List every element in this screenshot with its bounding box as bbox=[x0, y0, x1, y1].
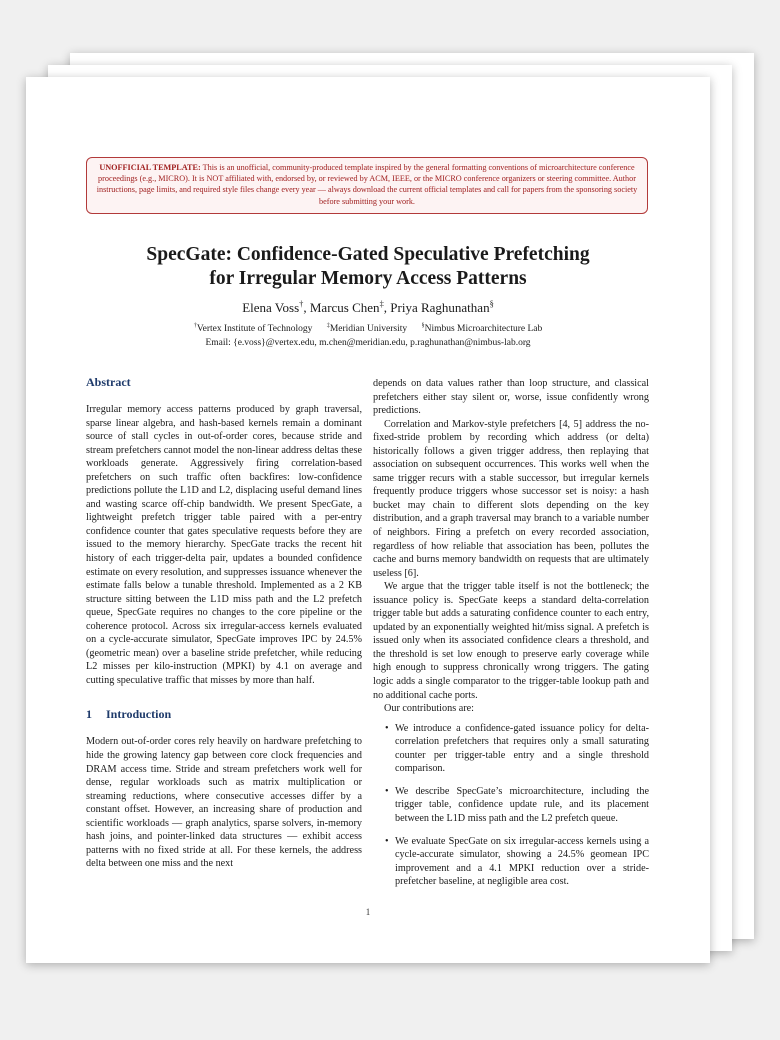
intro-paragraph: Correlation and Markov-style prefetchers [4, 5] address the no-fixed-stride problem by recording which address (or delta) historically follows a given trigger address, then replaying that association on subsequent occurrences. This works well when the same trigger recurs with a stable successor, but irregular kernels frequently produce triggers whose successor set is noisy: a hash bucket may chain to different slots depending on the key distribution, and a graph traversal may branch to a variable number of neighbors. Firing a prefetch on every recorded association, regardless of how reliable that association has been, pollutes the cache and burns memory bandwidth on requests that are ultimately useless [6]. bbox=[373, 418, 649, 579]
right-column bbox=[373, 377, 649, 898]
left-column bbox=[86, 375, 362, 871]
affiliation-mark: § bbox=[421, 322, 425, 329]
title-line-1: SpecGate: Confidence-Gated Speculative Prefetching bbox=[146, 244, 590, 265]
affiliation-mark: † bbox=[193, 322, 197, 329]
author-mark: § bbox=[489, 298, 494, 309]
unofficial-template-notice bbox=[86, 157, 648, 214]
notice-text: This is an unofficial, community-produced template inspired by the general formatting conventions of microarchitecture conference proceedings (e.g., MICRO). It is NOT affiliated with, endorsed by, or reviewed by ACM, IEEE, or the MICRO conference organizers or steering committee. Author instructions, page limits, and required style files change every year — always download the current official templates and call for papers from the sponsoring society before submitting your work. bbox=[96, 163, 638, 206]
intro-paragraph-continued: depends on data values rather than loop structure, and classical prefetchers either stay silent or, worse, issue confidently wrong predictions. bbox=[373, 378, 649, 417]
author-emails: Email: {e.voss}@vertex.edu, m.chen@meridian.edu, p.raghunathan@nimbus-lab.org bbox=[205, 338, 531, 348]
list-item-text: We describe SpecGate’s microarchitecture, including the trigger table, confidence update rule, and its placement between the L1D miss path and the L2 prefetch queue. bbox=[395, 785, 649, 824]
affiliations bbox=[66, 322, 670, 350]
author-name: Marcus Chen bbox=[309, 300, 380, 315]
abstract-text: Irregular memory access patterns produced by graph traversal, sparse linear algebra, and hash-based kernels remain a dominant source of stall cycles in out-of-order cores, because stride and stream prefetchers cannot model the non-linear address deltas these workloads generate. Aggressively firing correlation-based prefetchers on such traffic often backfires: low-confidence predictions pollute the L1D and L2, displacing useful demand lines and wasting scarce off-chip bandwidth. We present SpecGate, a lightweight prefetch trigger table paired with a per-entry confidence counter that gates speculative requests before they are issued to the memory hierarchy. SpecGate tracks the recent hit history of each trigger-delta pair, updates a bounded confidence estimate on every resolution, and suppresses issuance whenever the estimate falls below a tunable threshold. Implemented as a 2 KB structure sitting between the L1D miss path and the L2 prefetch queue, SpecGate requires no changes to the core pipeline or the coherence protocol. Across six irregular-access kernels evaluated on a cycle-accurate simulator, SpecGate improves IPC by 24.5% (geometric mean) over a baseline stride prefetcher, while reducing L2 misses per kilo-instruction (MPKI) by 4.1 on average and cutting speculative traffic that misses by more than half. bbox=[86, 404, 362, 686]
contributions-lead: Our contributions are: bbox=[384, 703, 474, 715]
author-list: Elena Voss†, Marcus Chen‡, Priya Raghunathan§ bbox=[242, 298, 494, 315]
affiliation-name: Meridian University bbox=[329, 324, 408, 334]
bullet-icon: • bbox=[385, 722, 389, 734]
bullet-icon: • bbox=[385, 785, 389, 797]
contributions-list bbox=[373, 722, 649, 889]
list-item bbox=[373, 722, 649, 776]
section-heading-introduction bbox=[86, 707, 362, 721]
paper-title bbox=[66, 243, 670, 291]
page-number: 1 bbox=[365, 907, 371, 917]
author-mark: ‡ bbox=[379, 298, 384, 309]
list-item bbox=[373, 785, 649, 826]
intro-paragraph: We argue that the trigger table itself is not the bottleneck; the issuance policy is. SpecGate keeps a standard delta-correlation trigger table but adds a saturating confidence counter to each entry, updated by an exponentially weighted hit/miss signal. A prefetch is issued only when its associated confidence clears a threshold, and the threshold is set low enough to preserve early coverage while high enough to suppress chronically wrong triggers. The gating logic adds a single comparator to the trigger-table lookup path and no additional cache ports. bbox=[373, 581, 649, 701]
affiliation-mark: ‡ bbox=[326, 322, 330, 329]
intro-paragraph: Modern out-of-order cores rely heavily on hardware prefetching to hide the growing latency gap between core clock frequencies and DRAM access time. Stride and stream prefetchers work well for dense, regular workloads such as matrix multiplication or streaming reductions, where consecutive accesses differ by a constant offset. However, an increasing share of production and scientific workloads — graph analytics, sparse solvers, in-memory hash joins, and pointer-linked data structures — exhibit access patterns with no fixed stride at all. For these kernels, the address delta between one miss and the next bbox=[86, 736, 362, 870]
list-item-text: We introduce a confidence-gated issuance policy for delta-correlation prefetchers that requires only a small saturating counter per trigger-table entry and a single threshold comparison. bbox=[395, 722, 649, 775]
title-line-2: for Irregular Memory Access Patterns bbox=[209, 268, 527, 289]
section-title: Introduction bbox=[106, 707, 172, 722]
author-name: Elena Voss bbox=[242, 300, 300, 315]
affiliation-name: Nimbus Microarchitecture Lab bbox=[424, 324, 543, 334]
list-item-text: We evaluate SpecGate on six irregular-access kernels using a cycle-accurate simulator, showing a 24.5% geomean IPC improvement and a 4.1 MPKI reduction over a stride-prefetcher baseline, at negligible area cost. bbox=[395, 835, 649, 888]
bullet-icon: • bbox=[385, 835, 389, 847]
list-item bbox=[373, 835, 649, 889]
affiliation-name: Vertex Institute of Technology bbox=[196, 324, 313, 334]
notice-label: UNOFFICIAL TEMPLATE: bbox=[99, 163, 201, 172]
abstract-heading: Abstract bbox=[86, 375, 131, 389]
author-name: Priya Raghunathan bbox=[390, 300, 490, 315]
paper-page bbox=[26, 77, 710, 963]
section-number: 1 bbox=[86, 707, 92, 722]
author-mark: † bbox=[299, 298, 304, 309]
